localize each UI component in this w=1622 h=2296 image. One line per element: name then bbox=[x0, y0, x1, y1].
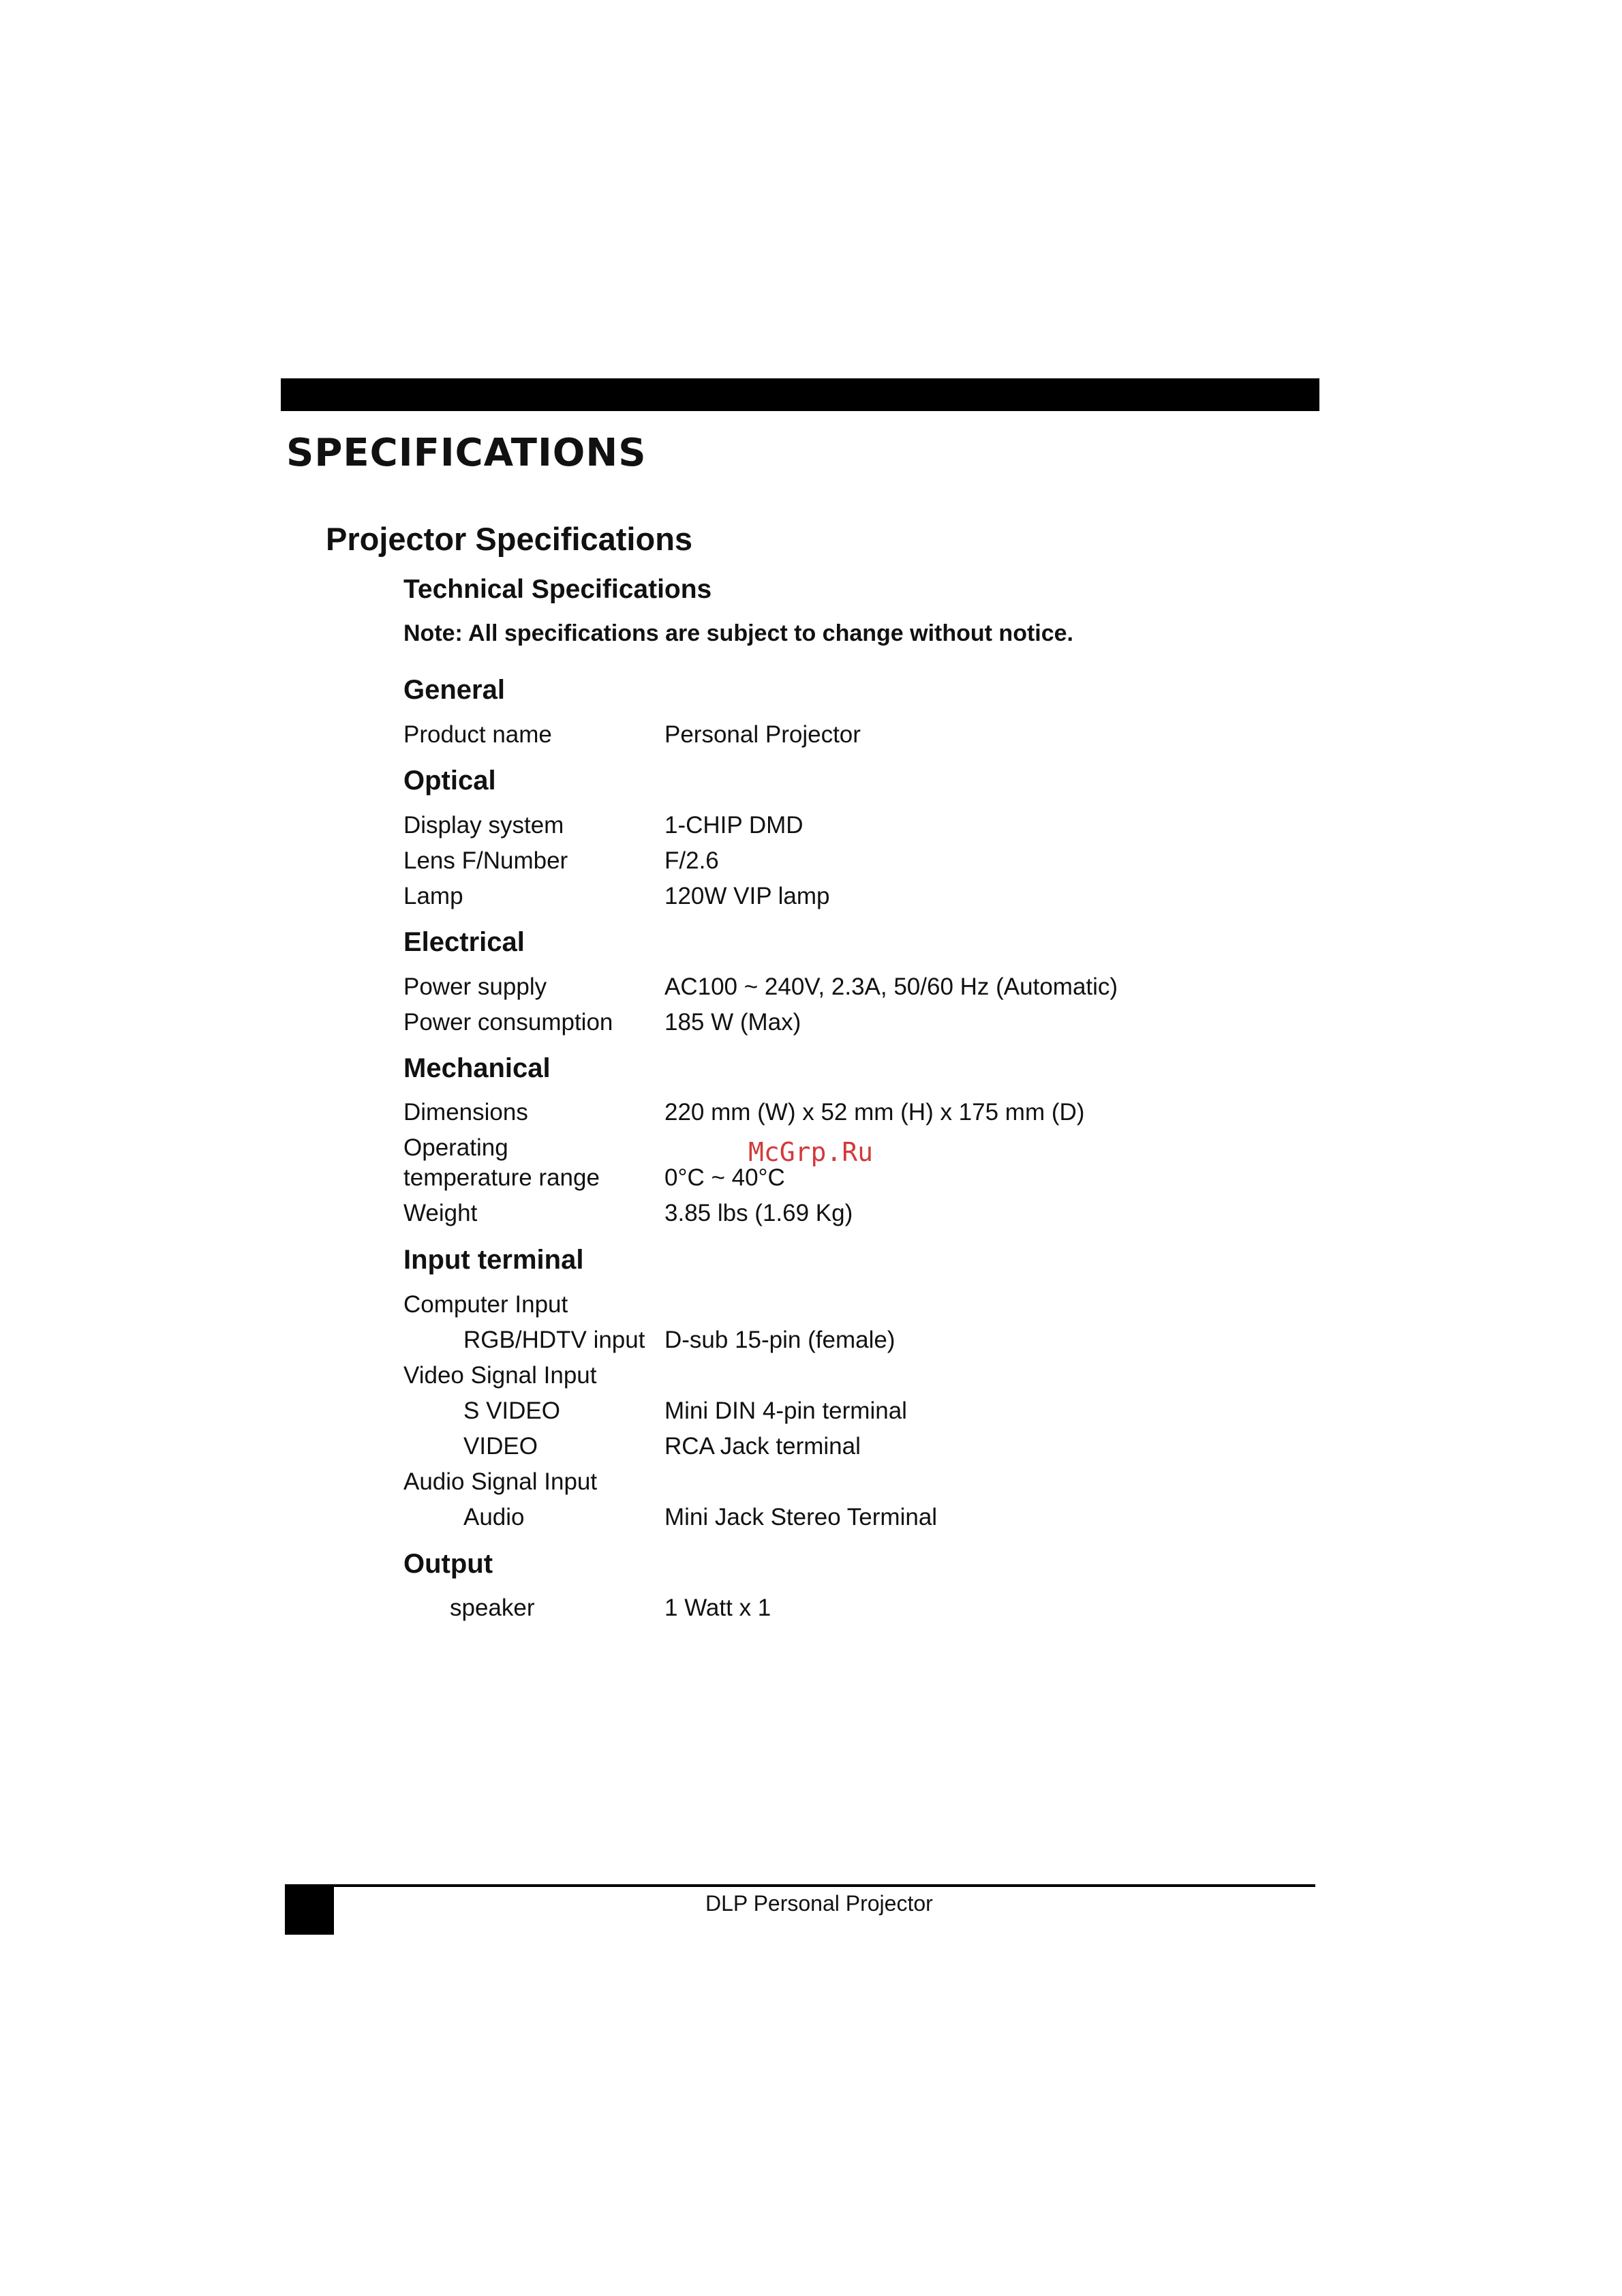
heading-output: Output bbox=[403, 1549, 493, 1579]
value-s-video: Mini DIN 4-pin terminal bbox=[664, 1398, 907, 1424]
value-display-system: 1-CHIP DMD bbox=[664, 812, 804, 839]
header-bar bbox=[281, 378, 1319, 411]
page-title: SPECIFICATIONS bbox=[286, 431, 647, 475]
heading-input-terminal: Input terminal bbox=[403, 1245, 584, 1275]
label-product-name: Product name bbox=[403, 721, 552, 748]
heading-optical: Optical bbox=[403, 766, 496, 796]
footer-text: DLP Personal Projector bbox=[705, 1891, 933, 1916]
value-lens: F/2.6 bbox=[664, 847, 719, 874]
subsection-title: Technical Specifications bbox=[403, 575, 712, 604]
label-operating: Operating bbox=[403, 1134, 508, 1161]
label-video-signal-input: Video Signal Input bbox=[403, 1362, 597, 1389]
value-lamp: 120W VIP lamp bbox=[664, 883, 830, 909]
label-power-supply: Power supply bbox=[403, 973, 547, 1000]
label-audio: Audio bbox=[463, 1504, 525, 1530]
label-display-system: Display system bbox=[403, 812, 564, 839]
page-number-block bbox=[285, 1884, 334, 1935]
value-rgb-hdtv: D-sub 15-pin (female) bbox=[664, 1327, 896, 1353]
footer-rule bbox=[285, 1884, 1315, 1887]
label-computer-input: Computer Input bbox=[403, 1291, 568, 1318]
notice-text: Note: All specifications are subject to change without notice. bbox=[403, 620, 1073, 646]
heading-electrical: Electrical bbox=[403, 927, 525, 957]
section-title: Projector Specifications bbox=[326, 521, 693, 557]
value-temperature-range: 0°C ~ 40°C bbox=[664, 1164, 785, 1191]
label-weight: Weight bbox=[403, 1200, 478, 1226]
watermark: McGrp.Ru bbox=[748, 1137, 874, 1167]
label-temperature-range: temperature range bbox=[403, 1164, 600, 1191]
value-dimensions: 220 mm (W) x 52 mm (H) x 175 mm (D) bbox=[664, 1099, 1085, 1126]
value-audio: Mini Jack Stereo Terminal bbox=[664, 1504, 938, 1530]
value-power-consumption: 185 W (Max) bbox=[664, 1009, 801, 1036]
label-lamp: Lamp bbox=[403, 883, 463, 909]
value-weight: 3.85 lbs (1.69 Kg) bbox=[664, 1200, 853, 1226]
label-power-consumption: Power consumption bbox=[403, 1009, 613, 1036]
value-video: RCA Jack terminal bbox=[664, 1433, 861, 1460]
label-dimensions: Dimensions bbox=[403, 1099, 528, 1126]
value-product-name: Personal Projector bbox=[664, 721, 861, 748]
label-s-video: S VIDEO bbox=[463, 1398, 560, 1424]
label-audio-signal-input: Audio Signal Input bbox=[403, 1468, 598, 1495]
value-power-supply: AC100 ~ 240V, 2.3A, 50/60 Hz (Automatic) bbox=[664, 973, 1118, 1000]
heading-mechanical: Mechanical bbox=[403, 1053, 551, 1083]
heading-general: General bbox=[403, 675, 505, 705]
value-speaker: 1 Watt x 1 bbox=[664, 1595, 771, 1621]
label-speaker: speaker bbox=[450, 1595, 535, 1621]
label-lens: Lens F/Number bbox=[403, 847, 568, 874]
label-video: VIDEO bbox=[463, 1433, 538, 1460]
label-rgb-hdtv: RGB/HDTV input bbox=[463, 1327, 645, 1353]
